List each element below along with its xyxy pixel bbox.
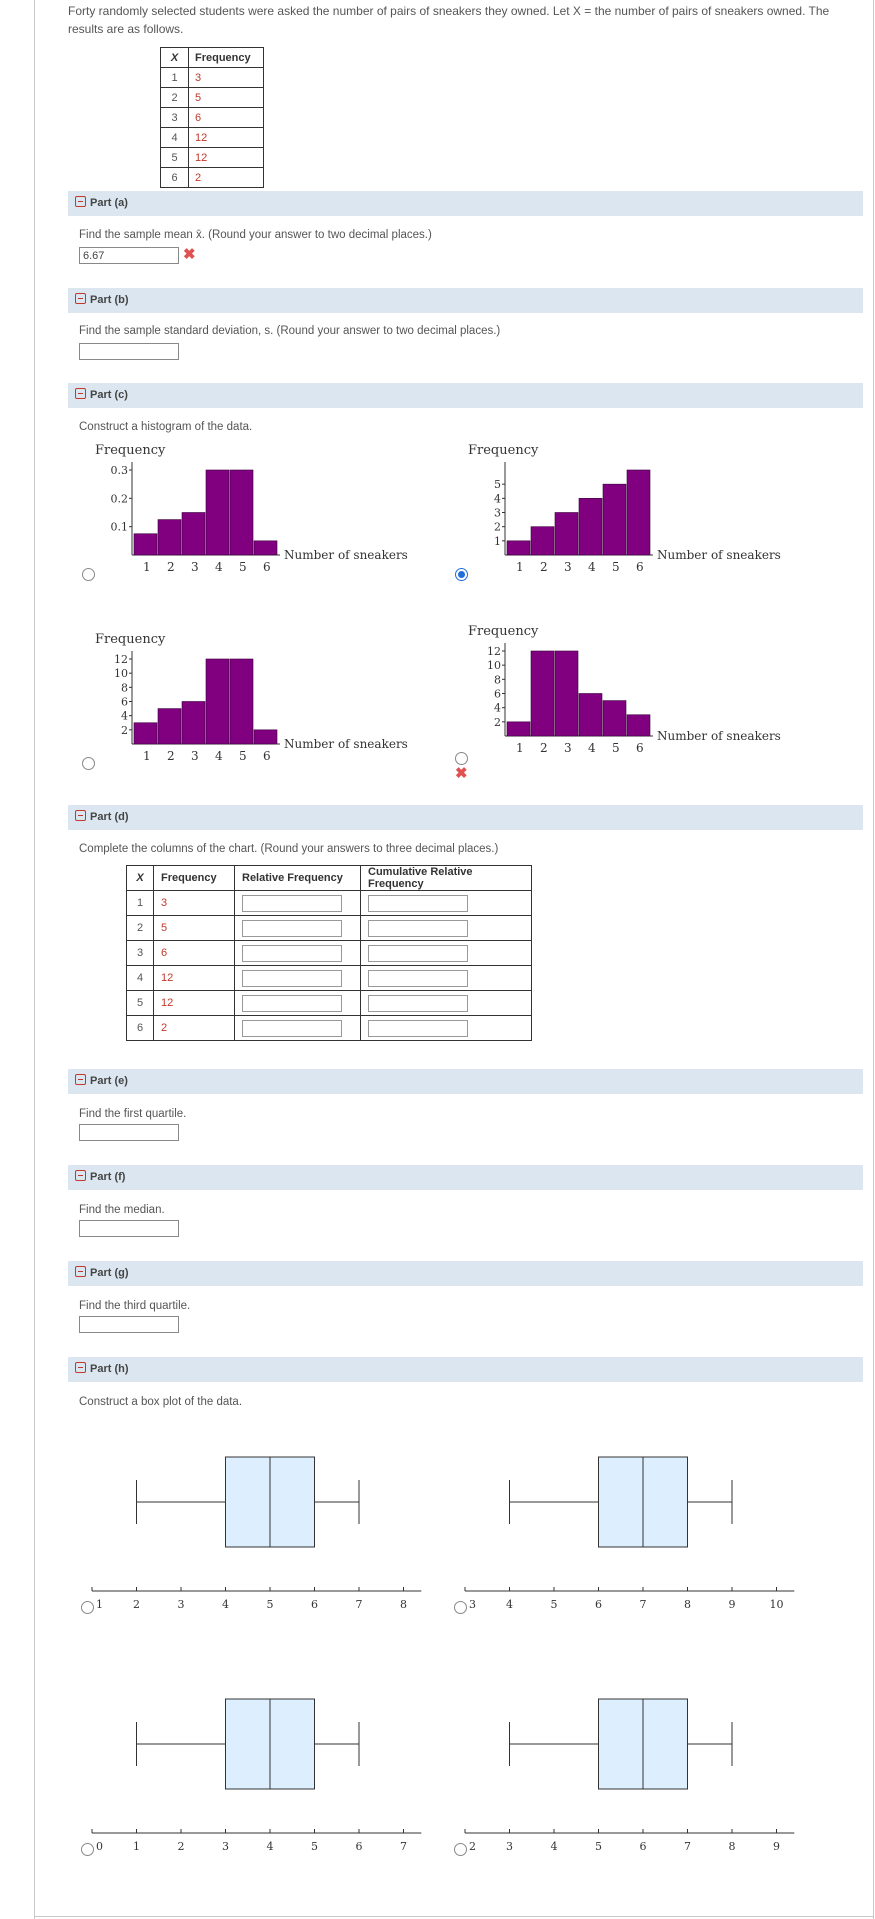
y-tick-label: 2 (494, 715, 501, 729)
x-tick-label: 5 (239, 749, 247, 763)
part-h-question: Construct a box plot of the data. (79, 1396, 243, 1408)
x-tick-label: 3 (564, 560, 572, 574)
axis-tick-label: 4 (266, 1840, 274, 1853)
chart-title: Frequency (468, 624, 539, 639)
axis-tick-label: 2 (177, 1840, 185, 1853)
y-tick-label: 4 (494, 492, 501, 506)
histogram-bar (182, 513, 205, 556)
part-c-question: Construct a histogram of the data. (79, 421, 253, 433)
axis-tick-label: 8 (400, 1598, 407, 1611)
axis-tick-label: 8 (684, 1598, 691, 1611)
collapse-icon[interactable] (75, 388, 86, 399)
part-a-header[interactable]: Part (a) (68, 191, 863, 216)
chart-title: Frequency (468, 443, 539, 458)
axis-tick-label: 2 (469, 1840, 476, 1853)
histogram-bar (182, 702, 205, 745)
axis-tick-label: 3 (177, 1598, 185, 1611)
incorrect-x-icon: ✖ (183, 246, 196, 263)
first-quartile-input[interactable] (79, 1124, 179, 1141)
table-row: 4 12 (161, 128, 264, 148)
bottom-border (34, 1916, 874, 1917)
part-c-header[interactable]: Part (c) (68, 383, 863, 408)
right-border (873, 0, 874, 1919)
table-row: 1 3 (161, 68, 264, 88)
x-tick-label: 2 (167, 749, 175, 763)
collapse-icon[interactable] (75, 1074, 86, 1085)
x-tick-label: 5 (239, 560, 247, 574)
histogram-bar (579, 694, 602, 737)
cumulative-relative-frequency-input[interactable] (368, 920, 468, 937)
x-tick-label: 2 (540, 741, 548, 755)
histogram-bar (230, 470, 253, 555)
axis-tick-label: 9 (773, 1840, 780, 1853)
axis-tick-label: 1 (133, 1840, 140, 1853)
histogram-option-1 (80, 437, 420, 587)
histogram-bar (254, 541, 277, 555)
x-tick-label: 3 (564, 741, 572, 755)
y-tick-label: 3 (494, 506, 501, 520)
boxplot-option-2 (453, 1445, 803, 1615)
left-border (34, 0, 35, 1919)
x-tick-label: 6 (636, 741, 644, 755)
axis-tick-label: 7 (355, 1598, 363, 1611)
y-tick-label: 2 (121, 723, 128, 737)
table-row: 2 5 (127, 916, 532, 941)
x-axis-label: Number of sneakers (657, 729, 781, 743)
histogram-option-2 (453, 437, 793, 587)
histogram-bar (158, 709, 181, 744)
histogram-bar (555, 651, 578, 736)
histogram-bar (603, 701, 626, 736)
relative-frequency-input[interactable] (242, 970, 342, 987)
histogram-option-2-radio[interactable] (455, 568, 468, 581)
histogram-bar (531, 651, 554, 736)
table-row: 1 3 (127, 891, 532, 916)
collapse-icon[interactable] (75, 1362, 86, 1373)
x-tick-label: 2 (167, 560, 175, 574)
cumulative-relative-frequency-input[interactable] (368, 1020, 468, 1037)
axis-tick-label: 4 (550, 1840, 558, 1853)
y-tick-label: 10 (114, 667, 128, 681)
part-f-question: Find the median. (79, 1204, 165, 1216)
x-tick-label: 2 (540, 560, 548, 574)
axis-tick-label: 5 (595, 1840, 602, 1853)
y-tick-label: 8 (494, 673, 501, 687)
histogram-bar (134, 534, 157, 555)
axis-tick-label: 6 (311, 1598, 318, 1611)
table-row: 6 2 (127, 1016, 532, 1041)
collapse-icon[interactable] (75, 196, 86, 207)
axis-tick-label: 3 (222, 1840, 229, 1853)
part-h-header[interactable]: Part (h) (68, 1357, 863, 1382)
histogram-option-1-radio[interactable] (82, 568, 95, 581)
x-tick-label: 4 (588, 741, 596, 755)
histogram-bar (230, 659, 253, 744)
x-tick-label: 4 (215, 560, 223, 574)
y-tick-label: 1 (494, 534, 501, 548)
histogram-bar (555, 513, 578, 556)
x-tick-label: 3 (191, 749, 199, 763)
part-a-question: Find the sample mean x̄. (Round your answer to two decimal places.) (79, 229, 432, 241)
y-tick-label: 5 (494, 478, 501, 492)
part-b-header[interactable]: Part (b) (68, 288, 863, 313)
chart-title: Frequency (95, 632, 166, 647)
table-row: 5 12 (127, 991, 532, 1016)
part-g-question: Find the third quartile. (79, 1300, 191, 1312)
boxplot-option-1-radio[interactable] (81, 1601, 94, 1614)
x-axis-label: Number of sneakers (284, 737, 408, 751)
histogram-option-4 (453, 618, 793, 768)
part-d-header[interactable]: Part (d) (68, 805, 863, 830)
table-row: 2 5 (161, 88, 264, 108)
collapse-icon[interactable] (75, 293, 86, 304)
y-tick-label: 4 (494, 701, 501, 715)
axis-tick-label: 7 (400, 1840, 407, 1853)
histogram-bar (507, 722, 530, 736)
y-tick-label: 12 (487, 645, 501, 658)
collapse-icon[interactable] (75, 810, 86, 821)
x-tick-label: 6 (263, 749, 271, 763)
chart-title: Frequency (95, 443, 166, 458)
header-x: X (161, 48, 189, 68)
histogram-bar (627, 470, 650, 555)
x-tick-label: 1 (516, 741, 524, 755)
axis-tick-label: 9 (728, 1598, 736, 1611)
x-tick-label: 5 (612, 741, 620, 755)
collapse-icon[interactable] (75, 1170, 86, 1181)
y-tick-label: 0.2 (110, 492, 128, 506)
relative-frequency-input[interactable] (242, 920, 342, 937)
relative-frequency-input[interactable] (242, 1020, 342, 1037)
y-tick-label: 4 (121, 709, 128, 723)
std-dev-input[interactable] (79, 343, 179, 360)
axis-tick-label: 5 (311, 1840, 318, 1853)
data-table (160, 47, 264, 188)
axis-tick-label: 5 (550, 1598, 558, 1611)
x-tick-label: 1 (143, 749, 151, 763)
y-tick-label: 6 (121, 695, 128, 709)
boxplot-option-3 (80, 1687, 430, 1857)
boxplot-option-1 (80, 1445, 430, 1615)
axis-tick-label: 5 (266, 1598, 274, 1611)
histogram-option-3-radio[interactable] (82, 757, 95, 770)
axis-tick-label: 3 (469, 1598, 476, 1611)
y-tick-label: 2 (494, 520, 501, 534)
y-tick-label: 8 (121, 681, 128, 695)
problem-intro: Forty randomly selected students were asked the number of pairs of sneakers they owned. Let X = the number of pairs of sneakers owned. The results are as follows. (68, 4, 830, 36)
histogram-bar (206, 470, 229, 555)
cumulative-relative-frequency-input[interactable] (368, 895, 468, 912)
table-row: 4 12 (127, 966, 532, 991)
x-tick-label: 5 (612, 560, 620, 574)
relative-frequency-input[interactable] (242, 945, 342, 962)
boxplot-option-2-radio[interactable] (454, 1601, 467, 1614)
y-tick-label: 10 (487, 659, 501, 673)
axis-tick-label: 1 (96, 1598, 103, 1611)
x-axis-label: Number of sneakers (657, 548, 781, 562)
histogram-bar (158, 520, 181, 555)
frequency-chart-table: X Frequency Relative Frequency Cumulative Relative Frequency 1 3 2 5 3 6 4 12 5 12 6 2 (126, 865, 532, 1041)
x-tick-label: 6 (636, 560, 644, 574)
axis-tick-label: 6 (595, 1598, 602, 1611)
x-tick-label: 4 (588, 560, 596, 574)
axis-tick-label: 8 (728, 1840, 736, 1853)
part-g-header[interactable]: Part (g) (68, 1261, 863, 1286)
histogram-bar (531, 527, 554, 555)
part-f-header[interactable]: Part (f) (68, 1165, 863, 1190)
axis-tick-label: 7 (639, 1598, 647, 1611)
table-row: 3 6 (161, 108, 264, 128)
cumulative-relative-frequency-input[interactable] (368, 970, 468, 987)
x-tick-label: 3 (191, 560, 199, 574)
median-input[interactable] (79, 1220, 179, 1237)
axis-tick-label: 10 (769, 1598, 784, 1611)
axis-tick-label: 2 (133, 1598, 140, 1611)
histogram-bar (254, 730, 277, 744)
axis-tick-label: 3 (506, 1840, 513, 1853)
boxplot-option-4-radio[interactable] (454, 1843, 467, 1856)
table-row: 3 6 (127, 941, 532, 966)
relative-frequency-input[interactable] (242, 995, 342, 1012)
x-tick-label: 4 (215, 749, 223, 763)
histogram-bar (134, 723, 157, 744)
boxplot-option-3-radio[interactable] (81, 1843, 94, 1856)
x-axis-label: Number of sneakers (284, 548, 408, 562)
third-quartile-input[interactable] (79, 1316, 179, 1333)
axis-tick-label: 6 (639, 1840, 647, 1853)
axis-tick-label: 6 (355, 1840, 363, 1853)
histogram-bar (603, 484, 626, 555)
cumulative-relative-frequency-input[interactable] (368, 995, 468, 1012)
part-d-question: Complete the columns of the chart. (Round your answers to three decimal places.) (79, 843, 499, 855)
part-e-header[interactable]: Part (e) (68, 1069, 863, 1094)
relative-frequency-input[interactable] (242, 895, 342, 912)
x-tick-label: 1 (516, 560, 524, 574)
boxplot-option-4 (453, 1687, 803, 1857)
axis-tick-label: 4 (506, 1598, 513, 1611)
y-tick-label: 0.3 (110, 464, 128, 477)
y-tick-label: 0.1 (110, 520, 128, 534)
histogram-bar (507, 541, 530, 555)
histogram-bar (579, 498, 602, 555)
x-tick-label: 1 (143, 560, 151, 574)
table-row: 5 12 (161, 148, 264, 168)
histogram-bar (627, 715, 650, 736)
x-tick-label: 6 (263, 560, 271, 574)
table-row: 6 2 (161, 168, 264, 188)
sample-mean-input[interactable]: 6.67 (79, 247, 179, 264)
collapse-icon[interactable] (75, 1266, 86, 1277)
axis-tick-label: 4 (222, 1598, 229, 1611)
y-tick-label: 12 (114, 653, 128, 666)
part-b-question: Find the sample standard deviation, s. (Round your answer to two decimal places.) (79, 325, 501, 337)
axis-tick-label: 7 (684, 1840, 691, 1853)
axis-tick-label: 0 (96, 1840, 103, 1853)
incorrect-x-icon: ✖ (455, 765, 468, 782)
histogram-option-3 (80, 626, 420, 776)
part-e-question: Find the first quartile. (79, 1108, 187, 1120)
y-tick-label: 6 (494, 687, 501, 701)
header-frequency: Frequency (189, 48, 264, 68)
histogram-bar (206, 659, 229, 744)
cumulative-relative-frequency-input[interactable] (368, 945, 468, 962)
